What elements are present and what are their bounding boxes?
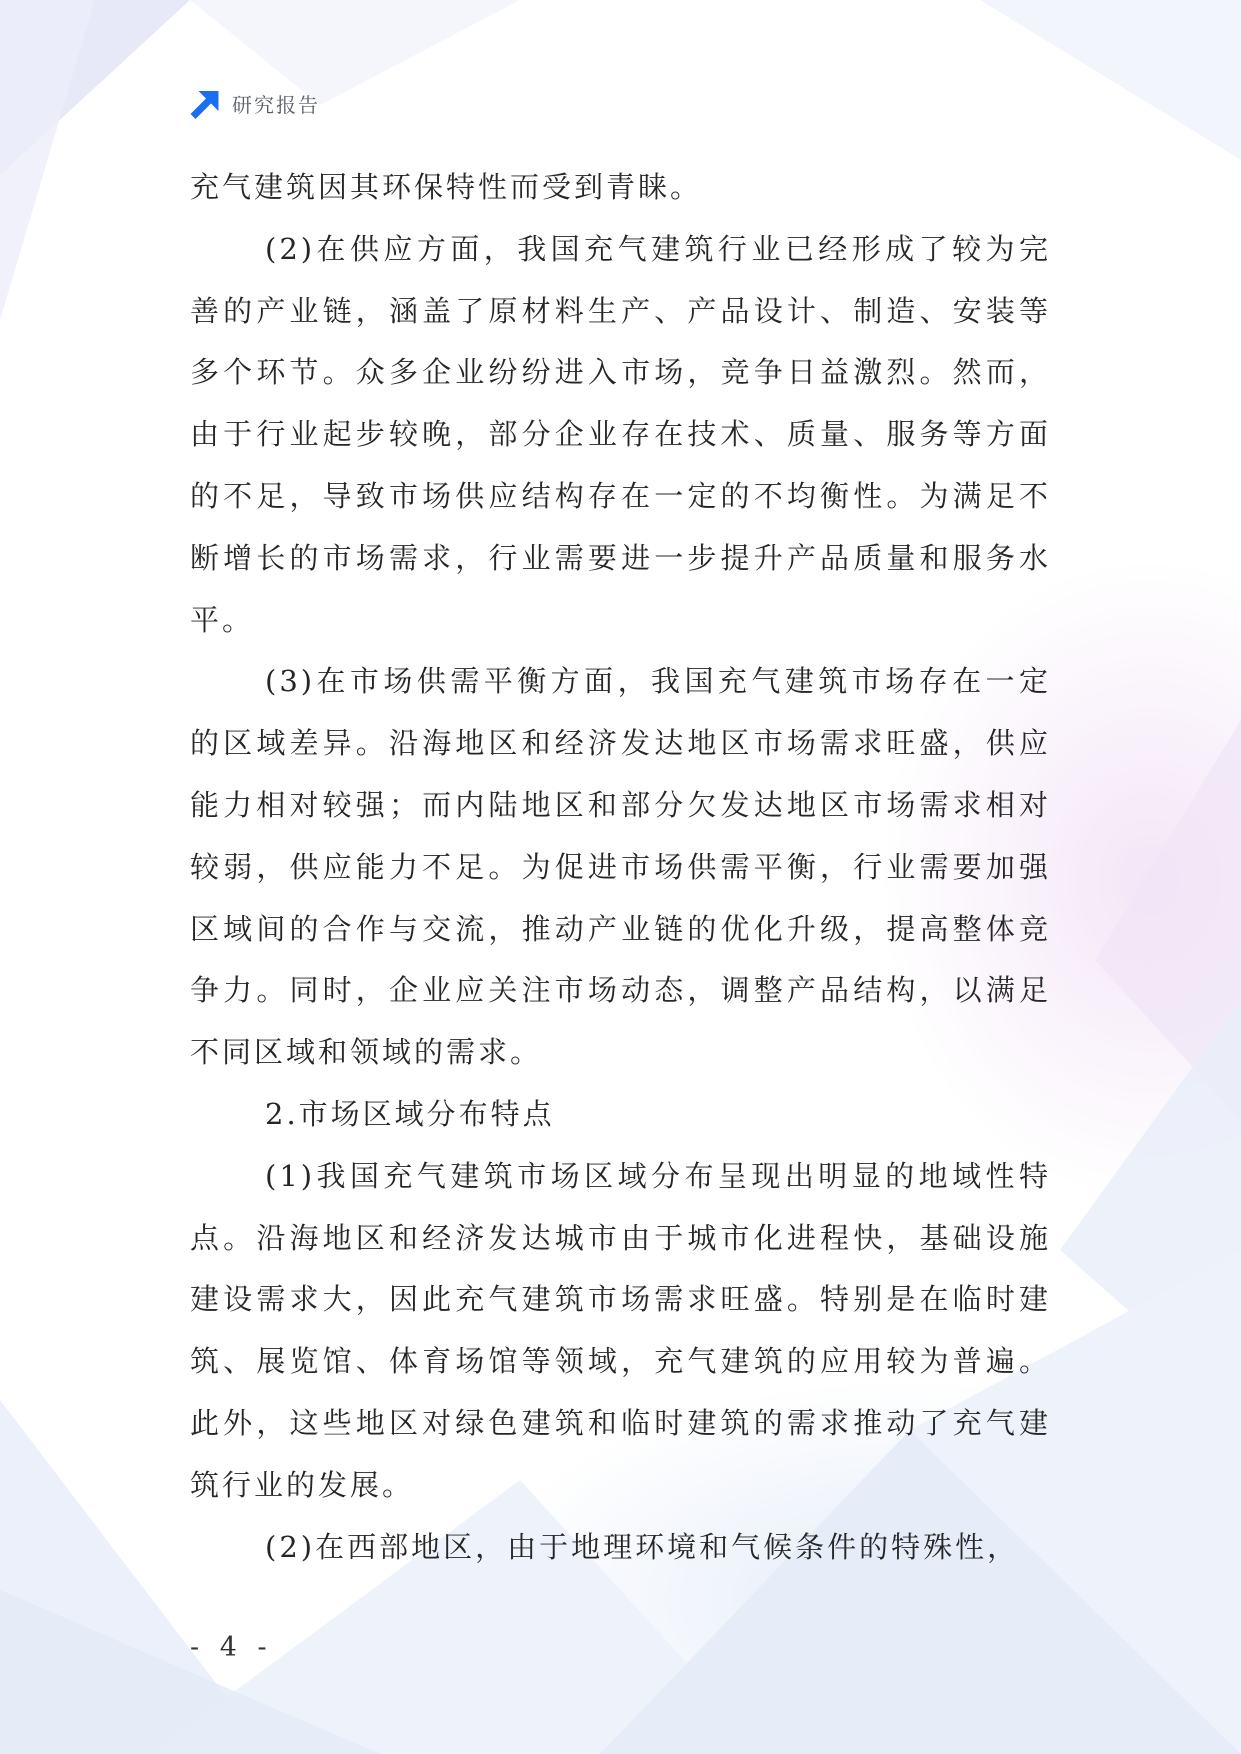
text-line: (2)在供应方面，我国充气建筑行业已经形成了较为完 — [265, 231, 1051, 266]
text-line: 的区域差异。沿海地区和经济发达地区市场需求旺盛，供应 — [190, 726, 1051, 761]
text-line: 区域间的合作与交流，推动产业链的优化升级，提高整体竞 — [190, 911, 1051, 946]
report-header — [188, 89, 320, 121]
header-title: 研究报告 — [232, 93, 320, 117]
section-heading: 2.市场区域分布特点 — [265, 1096, 555, 1131]
text-line: 断增长的市场需求，行业需要进一步提升产品质量和服务水 — [190, 540, 1051, 575]
text-line: 不同区域和领域的需求。 — [190, 1035, 543, 1070]
text-line: 由于行业起步较晚，部分企业存在技术、质量、服务等方面 — [190, 417, 1051, 452]
paragraph-supply — [190, 219, 1051, 652]
text-line: 多个环节。众多企业纷纷进入市场，竞争日益激烈。然而， — [190, 355, 1051, 390]
text-line: (3)在市场供需平衡方面，我国充气建筑市场存在一定 — [265, 664, 1051, 699]
text-line: 争力。同时，企业应关注市场动态，调整产品结构，以满足 — [190, 973, 1051, 1008]
text-line: 点。沿海地区和经济发达城市由于城市化进程快，基础设施 — [190, 1220, 1051, 1255]
paragraph-regional-distribution — [190, 1146, 1051, 1517]
text-line: 较弱，供应能力不足。为促进市场供需平衡，行业需要加强 — [190, 849, 1051, 884]
paragraph-supply-demand-balance — [190, 651, 1051, 1084]
text-line: 筑行业的发展。 — [190, 1467, 415, 1502]
text-line: 充气建筑因其环保特性而受到青睐。 — [190, 170, 703, 204]
text-line: 平。 — [190, 602, 255, 637]
logo-arrow-icon — [188, 89, 221, 121]
text-line: 建设需求大，因此充气建筑市场需求旺盛。特别是在临时建 — [190, 1282, 1051, 1317]
text-line: 能力相对较强；而内陆地区和部分欠发达地区市场需求相对 — [190, 787, 1051, 822]
body-text — [190, 157, 1051, 1578]
text-line: 的不足，导致市场供应结构存在一定的不均衡性。为满足不 — [190, 478, 1051, 513]
paragraph-western-region — [190, 1517, 1051, 1579]
text-line: (2)在西部地区，由于地理环境和气候条件的特殊性， — [265, 1529, 1020, 1564]
text-line: (1)我国充气建筑市场区域分布呈现出明显的地域性特 — [265, 1158, 1051, 1193]
text-line: 此外，这些地区对绿色建筑和临时建筑的需求推动了充气建 — [190, 1405, 1051, 1440]
page-number: - 4 - — [190, 1632, 273, 1663]
text-line: 筑、展览馆、体育场馆等领域，充气建筑的应用较为普遍。 — [190, 1344, 1051, 1379]
text-line: 善的产业链，涵盖了原材料生产、产品设计、制造、安装等 — [190, 293, 1051, 328]
paragraph-continuation — [190, 157, 1051, 219]
